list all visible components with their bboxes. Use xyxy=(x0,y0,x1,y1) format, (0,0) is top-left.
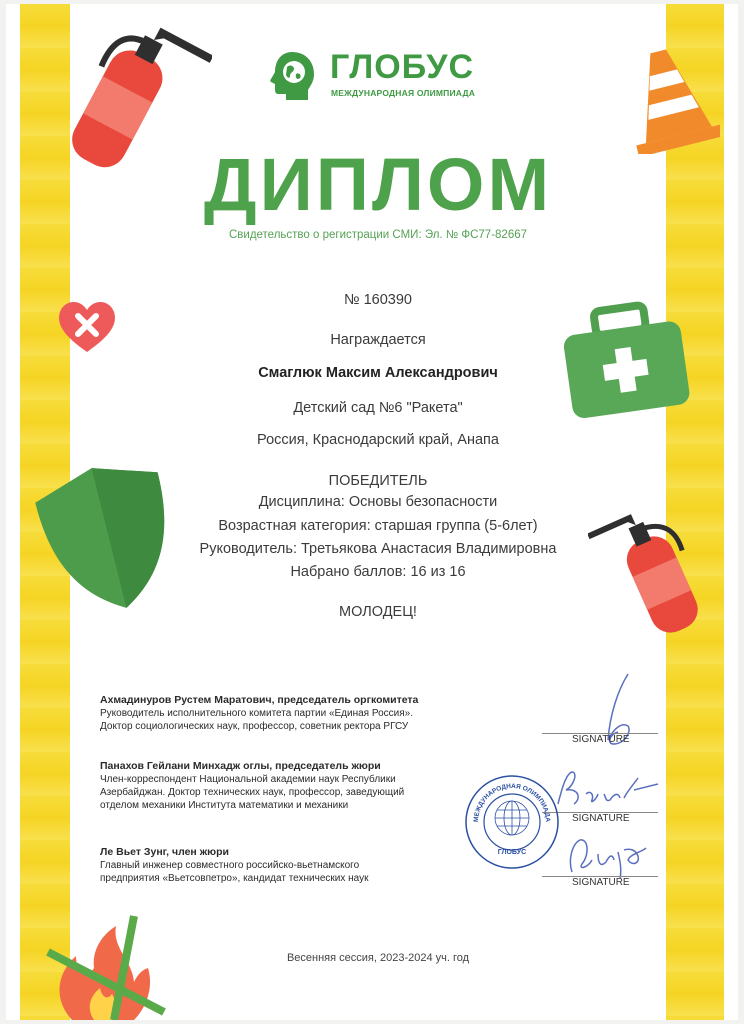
supervisor: Руководитель: Третьякова Анастасия Владимировна xyxy=(199,541,557,557)
signature-label: SIGNATURE xyxy=(572,734,630,745)
signatory-1 xyxy=(100,694,510,733)
globus-logo xyxy=(270,48,490,104)
praise: МОЛОДЕЦ! xyxy=(339,604,417,620)
signatory-name: Панахов Гейлани Минхадж оглы, председатель жюри xyxy=(100,760,381,772)
globe-head-icon xyxy=(270,50,316,102)
signatory-title: Доктор социологических наук, профессор, советник ректора РГСУ xyxy=(100,721,409,732)
stamp-bottom-text: ГЛОБУС xyxy=(497,849,527,856)
stamp-ring-text: МЕЖДУНАРОДНАЯ ОЛИМПИАДА xyxy=(472,782,552,823)
handwritten-signature xyxy=(548,764,664,816)
age-category: Возрастная категория: старшая группа (5-6лет) xyxy=(218,518,538,534)
location: Россия, Краснодарский край, Анапа xyxy=(257,432,499,448)
signatory-title: отделом механики Института математики и механики xyxy=(100,800,349,811)
logo-subtitle: МЕЖДУНАРОДНАЯ ОЛИМПИАДА xyxy=(331,88,476,98)
globus-stamp xyxy=(464,774,560,870)
discipline: Дисциплина: Основы безопасности xyxy=(258,494,498,510)
signatory-2 xyxy=(100,760,510,812)
logo-title: ГЛОБУС xyxy=(330,48,475,86)
session-footer: Весенняя сессия, 2023-2024 уч. год xyxy=(286,952,470,964)
diploma-number: № 160390 xyxy=(344,292,412,308)
registration-text: Свидетельство о регистрации СМИ: Эл. № ФС77-82667 xyxy=(228,229,528,241)
traffic-cone-icon xyxy=(620,44,720,154)
fire-icon xyxy=(42,912,172,1020)
signatory-name: Ахмадинуров Рустем Маратович, председатель оргкомитета xyxy=(100,694,419,706)
signatory-title: Главный инженер совместного российско-вьетнамского xyxy=(100,860,360,871)
institution: Детский сад №6 "Ракета" xyxy=(293,400,463,416)
score: Набрано баллов: 16 из 16 xyxy=(290,564,466,580)
signatory-3 xyxy=(100,846,510,885)
diploma-sheet xyxy=(6,4,738,1020)
signatory-title: Азербайджан. Доктор технических наук, профессор, заведующий xyxy=(100,787,405,798)
signatory-title: Член-корреспондент Национальной академии наук Республики xyxy=(100,774,396,785)
signature-label: SIGNATURE xyxy=(572,813,630,824)
awarded-label: Награждается xyxy=(330,332,426,348)
signatory-title: Руководитель исполнительного комитета партии «Единая Россия». xyxy=(100,708,414,719)
diploma-title: ДИПЛОМ xyxy=(203,143,553,226)
recipient-name: Смаглюк Максим Александрович xyxy=(258,365,498,381)
result: ПОБЕДИТЕЛЬ xyxy=(328,473,428,489)
handwritten-signature xyxy=(558,830,650,882)
signatory-title: предприятия «Вьетсовпетро», кандидат технических наук xyxy=(100,873,369,884)
signature-label: SIGNATURE xyxy=(572,877,630,888)
signatory-name: Ле Вьет Зунг, член жюри xyxy=(100,846,229,858)
